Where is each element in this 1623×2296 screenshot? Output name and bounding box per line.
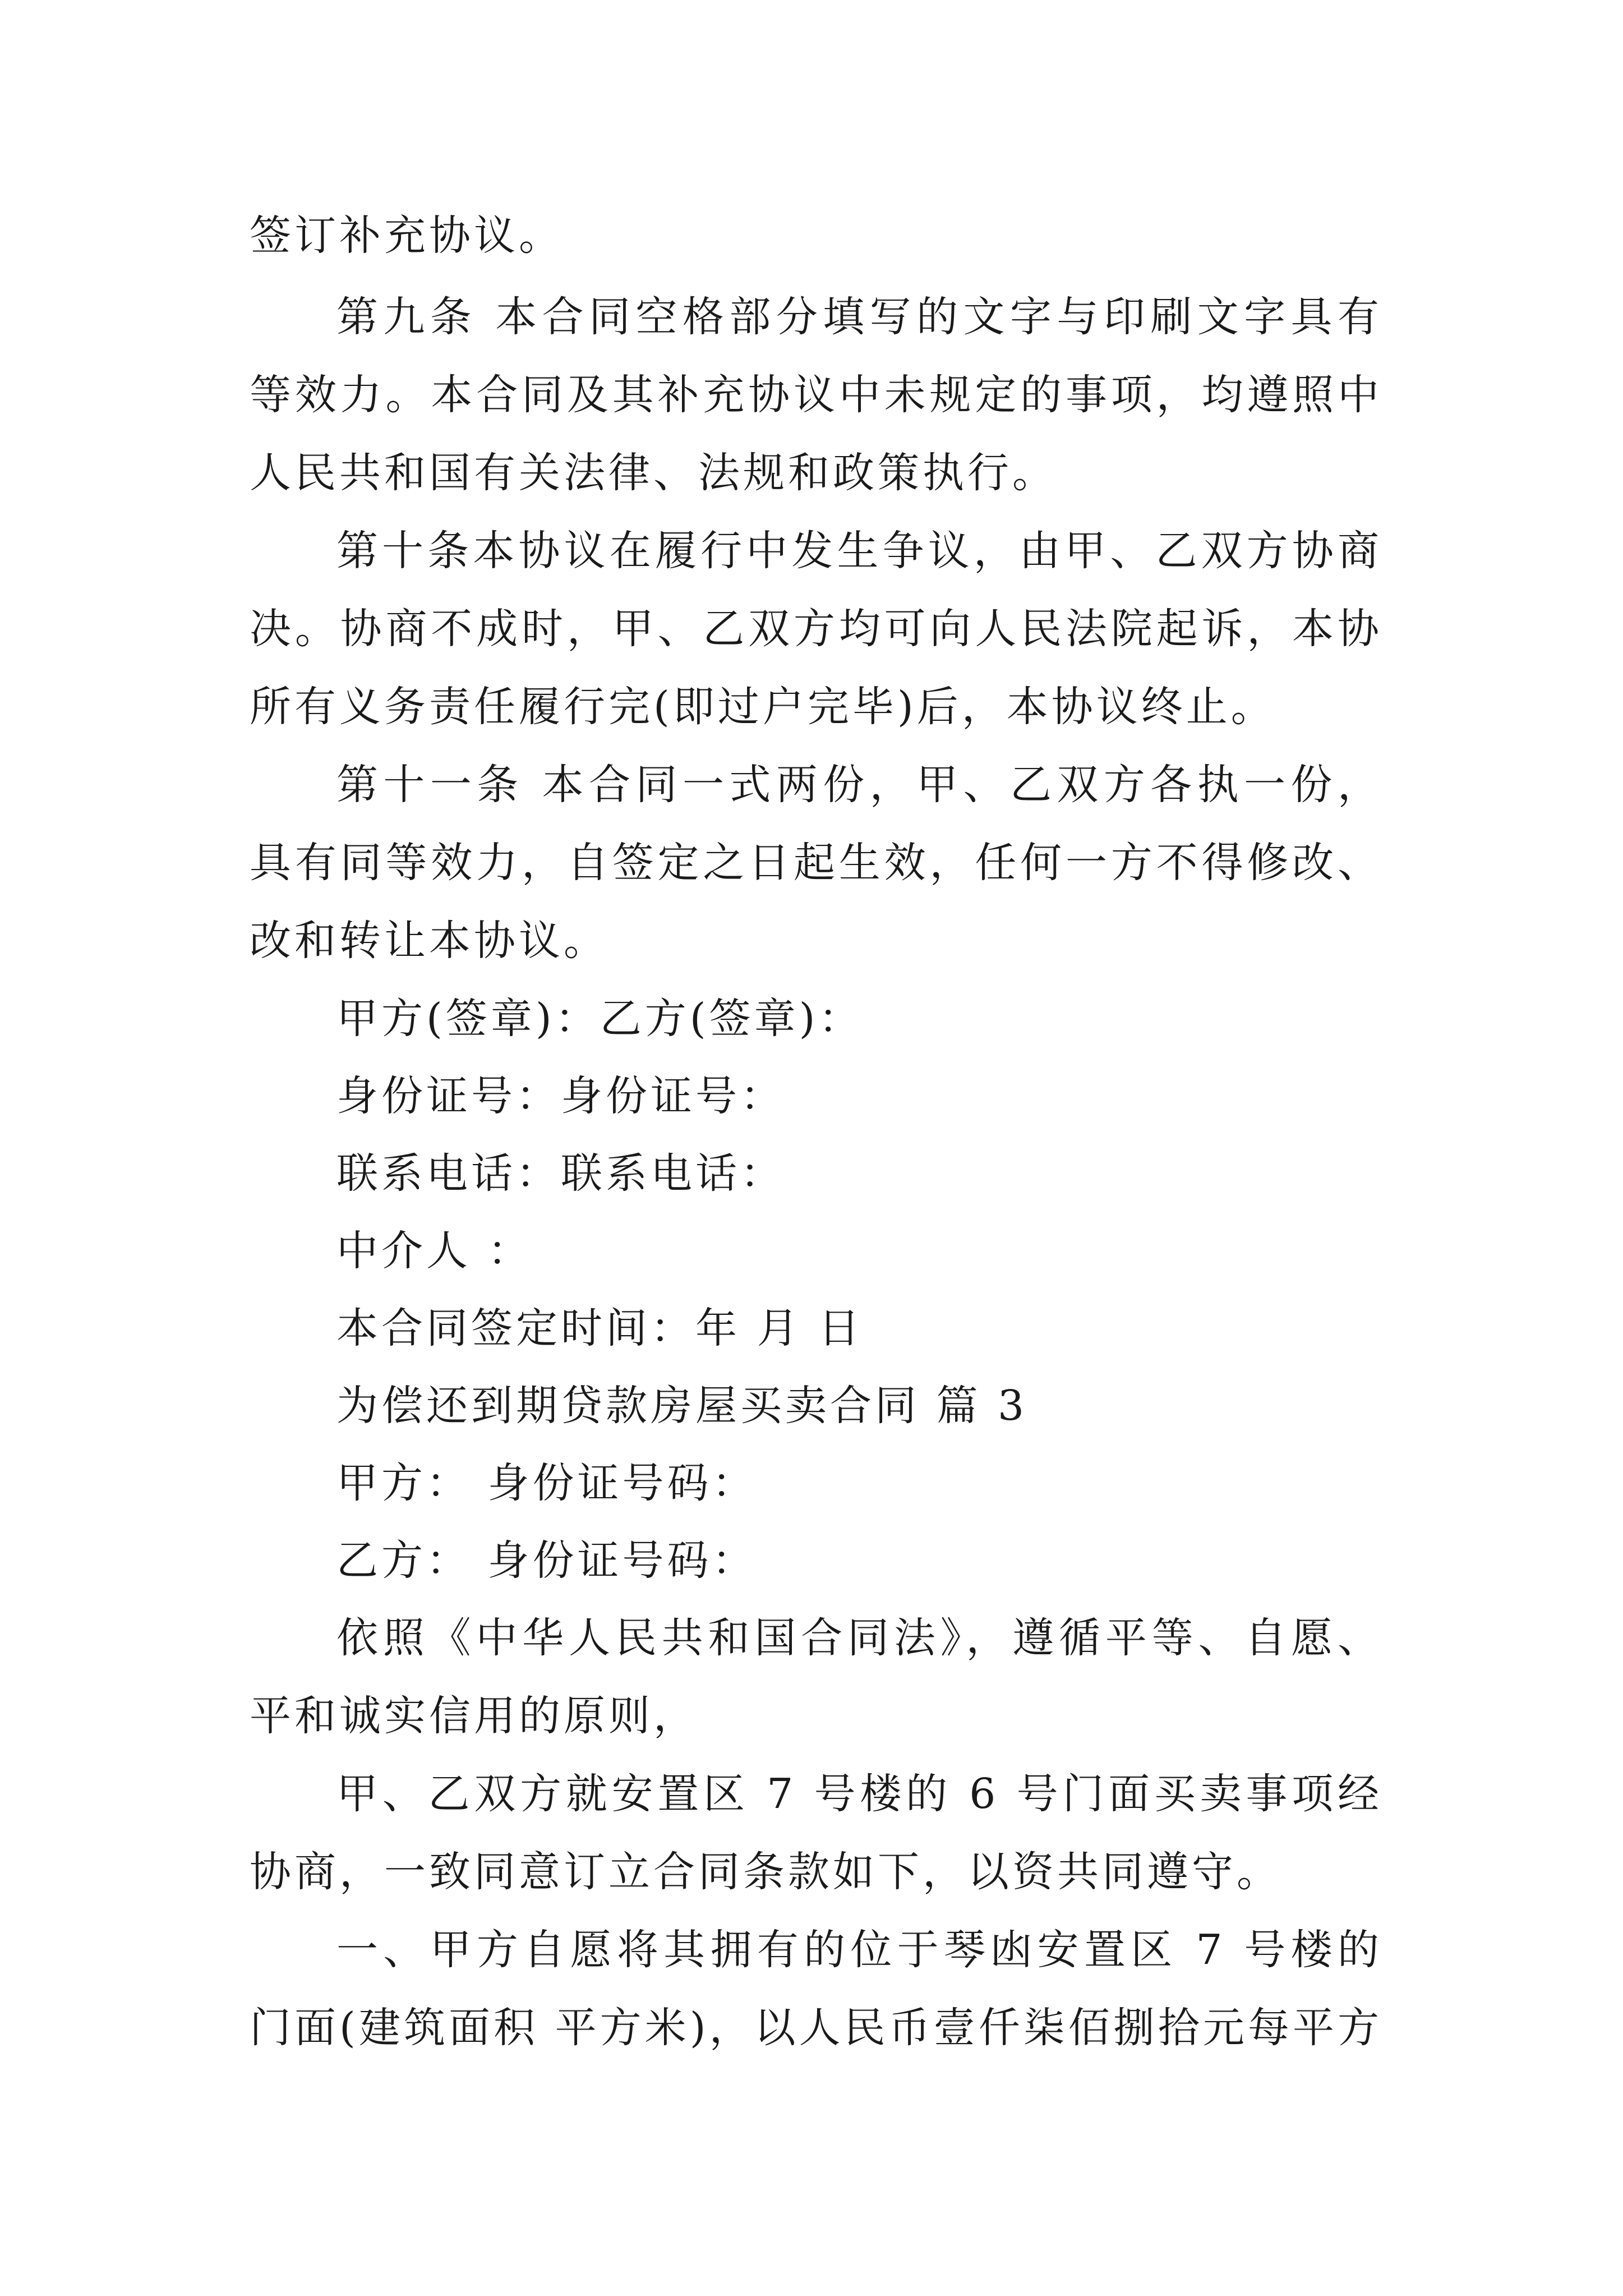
text-line: 人民共和国有关法律、法规和政策执行。 — [250, 449, 1057, 497]
text-line: 为偿还到期贷款房屋买卖合同 篇 3 — [336, 1382, 1028, 1430]
text-line: 乙方： 身份证号码： — [336, 1536, 757, 1585]
text-line: 门面(建筑面积 平方米)，以人民币壹仟柒佰捌拾元每平方 — [250, 2004, 1382, 2052]
text-line: 所有义务责任履行完(即过户完毕)后，本协议终止。 — [250, 683, 1276, 731]
text-line: 一、甲方自愿将其拥有的位于琴凼安置区 7 号楼的 — [336, 1926, 1382, 1974]
text-line: 第十一条 本合同一式两份，甲、乙双方各执一份， — [336, 761, 1382, 809]
text-line: 依照《中华人民共和国合同法》，遵循平等、自愿、 — [336, 1614, 1382, 1662]
text-line: 甲、乙双方就安置区 7 号楼的 6 号门面买卖事项经 — [336, 1770, 1382, 1818]
text-line: 联系电话：联系电话： — [336, 1149, 785, 1198]
text-line: 甲方： 身份证号码： — [336, 1459, 757, 1507]
text-line: 协商，一致同意订立合同条款如下，以资共同遵守。 — [250, 1848, 1281, 1896]
text-line: 中介人 ： — [336, 1227, 533, 1275]
text-line: 本合同签定时间：年 月 日 — [336, 1304, 864, 1352]
text-line: 等效力。本合同及其补充协议中未规定的事项，均遵照中 — [250, 371, 1382, 419]
text-line: 平和诚实信用的原则， — [250, 1692, 698, 1740]
text-line: 身份证号：身份证号： — [336, 1072, 785, 1120]
text-line: 决。协商不成时，甲、乙双方均可向人民法院起诉，本协 — [250, 605, 1382, 653]
text-line: 改和转让本协议。 — [250, 917, 608, 965]
text-line: 第十条本协议在履行中发生争议，由甲、乙双方协商 — [336, 527, 1382, 575]
text-line: 具有同等效力，自签定之日起生效，任何一方不得修改、 — [250, 839, 1382, 887]
text-line: 甲方(签章)：乙方(签章)： — [336, 995, 864, 1043]
text-line: 第九条 本合同空格部分填写的文字与印刷文字具有 — [336, 293, 1382, 341]
text-line: 签订补充协议。 — [250, 211, 564, 260]
